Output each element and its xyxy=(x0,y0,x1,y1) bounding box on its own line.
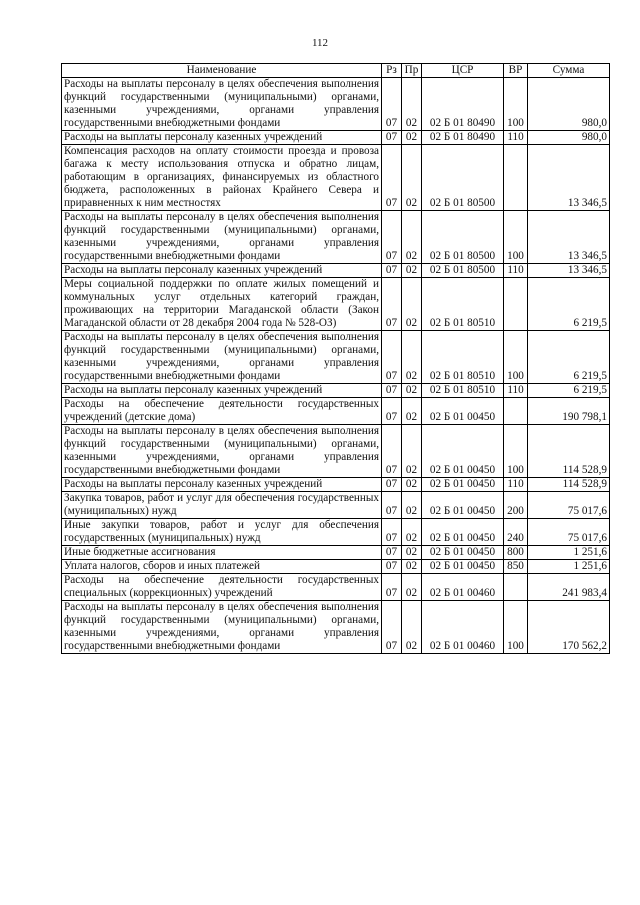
cell-vr xyxy=(504,278,528,331)
cell-name: Расходы на выплаты персоналу в целях обеспечения выполнения функций государственными (муниципальными) органами, казенными учреждениями, органами управления государственными внебюджетными фондами xyxy=(62,211,382,264)
cell-vr: 100 xyxy=(504,601,528,654)
cell-vr: 110 xyxy=(504,264,528,278)
cell-sum: 114 528,9 xyxy=(528,478,610,492)
cell-rz: 07 xyxy=(382,331,402,384)
table-row xyxy=(62,398,610,425)
cell-sum: 980,0 xyxy=(528,78,610,131)
cell-pr: 02 xyxy=(402,211,422,264)
cell-rz: 07 xyxy=(382,492,402,519)
cell-sum: 190 798,1 xyxy=(528,398,610,425)
table-row xyxy=(62,478,610,492)
cell-sum: 114 528,9 xyxy=(528,425,610,478)
cell-sum: 1 251,6 xyxy=(528,546,610,560)
cell-pr: 02 xyxy=(402,574,422,601)
cell-vr xyxy=(504,398,528,425)
cell-name: Расходы на выплаты персоналу казенных учреждений xyxy=(62,131,382,145)
cell-vr xyxy=(504,145,528,211)
table-row xyxy=(62,278,610,331)
cell-rz: 07 xyxy=(382,560,402,574)
cell-vr: 110 xyxy=(504,384,528,398)
header-sum: Сумма xyxy=(528,64,610,78)
table-header xyxy=(62,64,610,78)
cell-vr: 240 xyxy=(504,519,528,546)
cell-rz: 07 xyxy=(382,398,402,425)
cell-csr: 02 Б 01 00460 xyxy=(422,601,504,654)
cell-pr: 02 xyxy=(402,278,422,331)
cell-name: Расходы на выплаты персоналу в целях обеспечения выполнения функций государственными (муниципальными) органами, казенными учреждениями, органами управления государственными внебюджетными фондами xyxy=(62,601,382,654)
cell-vr: 200 xyxy=(504,492,528,519)
cell-rz: 07 xyxy=(382,131,402,145)
cell-csr: 02 Б 01 00450 xyxy=(422,560,504,574)
cell-vr: 110 xyxy=(504,131,528,145)
cell-csr: 02 Б 01 80490 xyxy=(422,78,504,131)
cell-name: Расходы на выплаты персоналу казенных учреждений xyxy=(62,478,382,492)
cell-pr: 02 xyxy=(402,78,422,131)
cell-rz: 07 xyxy=(382,211,402,264)
table-row xyxy=(62,601,610,654)
cell-pr: 02 xyxy=(402,264,422,278)
cell-name: Расходы на выплаты персоналу казенных учреждений xyxy=(62,264,382,278)
cell-pr: 02 xyxy=(402,331,422,384)
cell-csr: 02 Б 01 80510 xyxy=(422,384,504,398)
cell-sum: 75 017,6 xyxy=(528,519,610,546)
cell-vr: 100 xyxy=(504,425,528,478)
cell-name: Расходы на выплаты персоналу в целях обеспечения выполнения функций государственными (муниципальными) органами, казенными учреждениями, органами управления государственными внебюджетными фондами xyxy=(62,78,382,131)
cell-rz: 07 xyxy=(382,278,402,331)
cell-sum: 980,0 xyxy=(528,131,610,145)
cell-name: Расходы на выплаты персоналу казенных учреждений xyxy=(62,384,382,398)
cell-rz: 07 xyxy=(382,574,402,601)
cell-vr: 100 xyxy=(504,331,528,384)
cell-vr: 100 xyxy=(504,78,528,131)
cell-name: Иные бюджетные ассигнования xyxy=(62,546,382,560)
cell-csr: 02 Б 01 00450 xyxy=(422,398,504,425)
table-row xyxy=(62,131,610,145)
cell-csr: 02 Б 01 00450 xyxy=(422,519,504,546)
table-row xyxy=(62,211,610,264)
table-row xyxy=(62,519,610,546)
cell-sum: 13 346,5 xyxy=(528,211,610,264)
cell-name: Расходы на выплаты персоналу в целях обеспечения выполнения функций государственными (муниципальными) органами, казенными учреждениями, органами управления государственными внебюджетными фондами xyxy=(62,331,382,384)
cell-sum: 241 983,4 xyxy=(528,574,610,601)
cell-rz: 07 xyxy=(382,546,402,560)
cell-pr: 02 xyxy=(402,131,422,145)
table-row xyxy=(62,560,610,574)
table-row xyxy=(62,425,610,478)
header-vr: ВР xyxy=(504,64,528,78)
cell-rz: 07 xyxy=(382,78,402,131)
cell-csr: 02 Б 01 80510 xyxy=(422,278,504,331)
cell-pr: 02 xyxy=(402,384,422,398)
cell-csr: 02 Б 01 00450 xyxy=(422,546,504,560)
cell-pr: 02 xyxy=(402,425,422,478)
page-number: 112 xyxy=(311,37,329,49)
cell-pr: 02 xyxy=(402,492,422,519)
cell-sum: 13 346,5 xyxy=(528,264,610,278)
cell-name: Закупка товаров, работ и услуг для обеспечения государственных (муниципальных) нужд xyxy=(62,492,382,519)
table-row xyxy=(62,574,610,601)
table-row xyxy=(62,331,610,384)
cell-sum: 13 346,5 xyxy=(528,145,610,211)
header-pr: Пр xyxy=(402,64,422,78)
table-row xyxy=(62,546,610,560)
cell-vr xyxy=(504,574,528,601)
cell-vr: 110 xyxy=(504,478,528,492)
header-row xyxy=(62,64,610,78)
header-csr: ЦСР xyxy=(422,64,504,78)
cell-name: Расходы на обеспечение деятельности государственных специальных (коррекционных) учреждений xyxy=(62,574,382,601)
header-name: Наименование xyxy=(62,64,382,78)
table-row xyxy=(62,384,610,398)
cell-sum: 6 219,5 xyxy=(528,384,610,398)
table-body xyxy=(62,78,610,654)
cell-csr: 02 Б 01 80500 xyxy=(422,145,504,211)
cell-csr: 02 Б 01 80510 xyxy=(422,331,504,384)
cell-sum: 170 562,2 xyxy=(528,601,610,654)
cell-rz: 07 xyxy=(382,601,402,654)
cell-pr: 02 xyxy=(402,519,422,546)
cell-sum: 6 219,5 xyxy=(528,331,610,384)
cell-csr: 02 Б 01 00450 xyxy=(422,478,504,492)
cell-rz: 07 xyxy=(382,384,402,398)
cell-pr: 02 xyxy=(402,145,422,211)
table-row xyxy=(62,492,610,519)
cell-sum: 75 017,6 xyxy=(528,492,610,519)
cell-rz: 07 xyxy=(382,478,402,492)
cell-vr: 100 xyxy=(504,211,528,264)
table-row xyxy=(62,78,610,131)
cell-pr: 02 xyxy=(402,398,422,425)
cell-rz: 07 xyxy=(382,145,402,211)
cell-pr: 02 xyxy=(402,478,422,492)
cell-name: Уплата налогов, сборов и иных платежей xyxy=(62,560,382,574)
cell-pr: 02 xyxy=(402,560,422,574)
cell-pr: 02 xyxy=(402,601,422,654)
cell-rz: 07 xyxy=(382,425,402,478)
cell-vr: 800 xyxy=(504,546,528,560)
cell-csr: 02 Б 01 00460 xyxy=(422,574,504,601)
cell-csr: 02 Б 01 00450 xyxy=(422,425,504,478)
cell-vr: 850 xyxy=(504,560,528,574)
cell-name: Компенсация расходов на оплату стоимости проезда и провоза багажа к месту использования отпуска и обратно лицам, работающим в организациях, финансируемых из областного бюджета, расположенных в районах Крайнего Севера и приравненных к ним местностях xyxy=(62,145,382,211)
cell-name: Меры социальной поддержки по оплате жилых помещений и коммунальных услуг отдельных категорий граждан, проживающих на территории Магаданской области (Закон Магаданской области от 28 декабря 2004 года № 528-ОЗ) xyxy=(62,278,382,331)
cell-csr: 02 Б 01 80490 xyxy=(422,131,504,145)
cell-csr: 02 Б 01 80500 xyxy=(422,264,504,278)
cell-name: Иные закупки товаров, работ и услуг для обеспечения государственных (муниципальных) нужд xyxy=(62,519,382,546)
cell-name: Расходы на обеспечение деятельности государственных учреждений (детские дома) xyxy=(62,398,382,425)
table-row xyxy=(62,264,610,278)
cell-rz: 07 xyxy=(382,519,402,546)
cell-sum: 1 251,6 xyxy=(528,560,610,574)
table-row xyxy=(62,145,610,211)
cell-pr: 02 xyxy=(402,546,422,560)
cell-rz: 07 xyxy=(382,264,402,278)
cell-sum: 6 219,5 xyxy=(528,278,610,331)
cell-csr: 02 Б 01 00450 xyxy=(422,492,504,519)
header-rz: Рз xyxy=(382,64,402,78)
cell-name: Расходы на выплаты персоналу в целях обеспечения выполнения функций государственными (муниципальными) органами, казенными учреждениями, органами управления государственными внебюджетными фондами xyxy=(62,425,382,478)
cell-csr: 02 Б 01 80500 xyxy=(422,211,504,264)
budget-table xyxy=(61,63,610,654)
